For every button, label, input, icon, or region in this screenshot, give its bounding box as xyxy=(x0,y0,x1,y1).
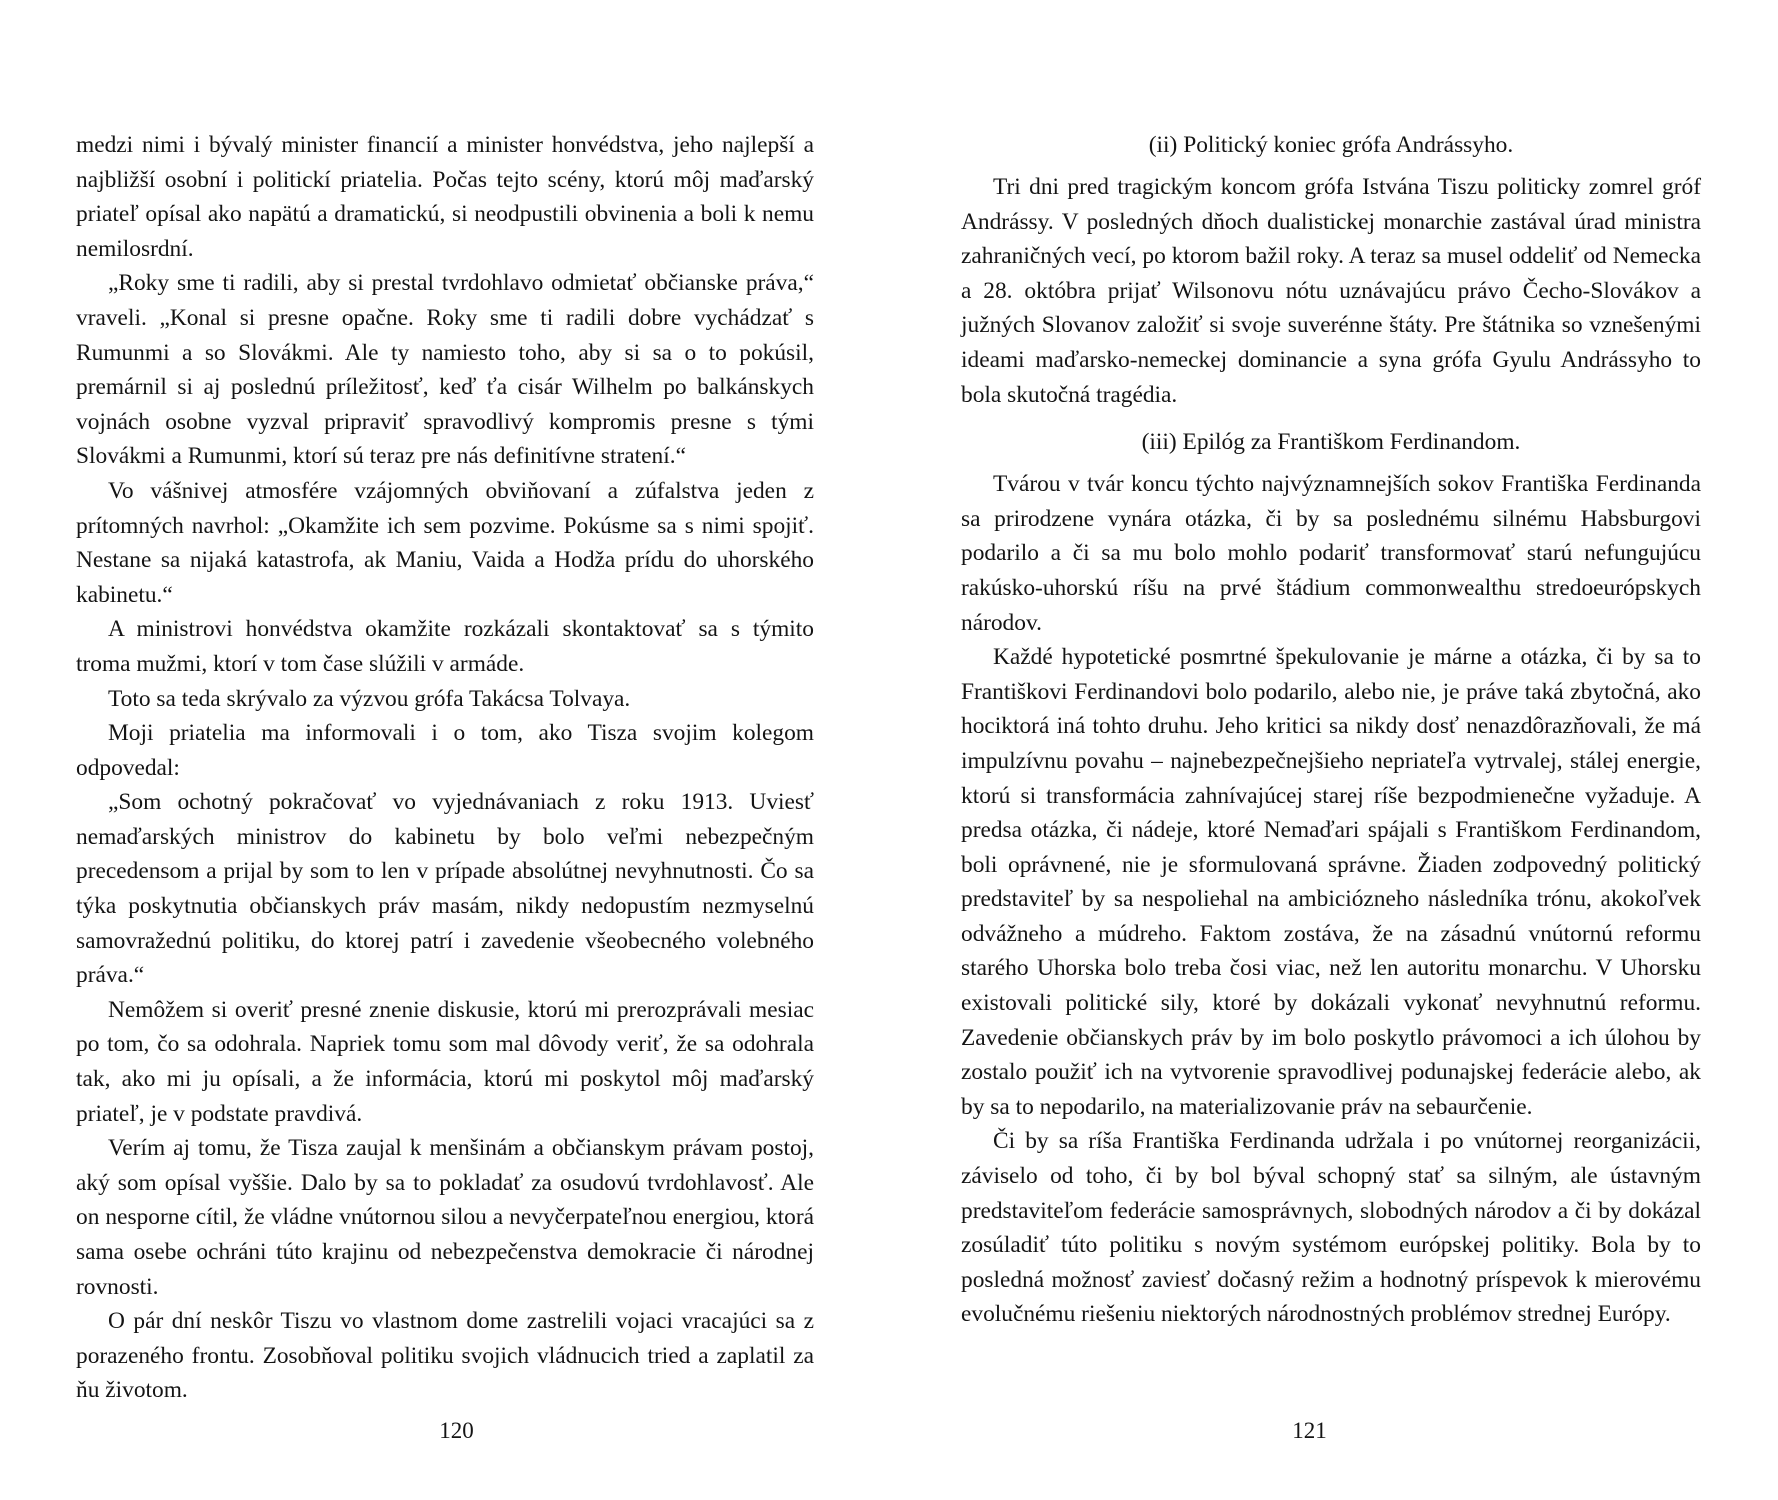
paragraph: „Roky sme ti radili, aby si prestal tvrdohlavo odmietať občianske práva,“ vraveli. „Konal si presne opačne. Roky sme ti radili dobre vychádzať s Rumunmi a so Slovákmi. Ale ty namiesto toho, aby si sa o to pokúsil, premárnil si aj poslednú príležitosť, keď ťa cisár Wilhelm po balkánskych vojnách osobne vyzval pripraviť spravodlivý kompromis presne s tými Slovákmi a Rumunmi, ktorí sú teraz pre nás definitívne stratení.“ xyxy=(76,270,814,470)
paragraph: Moji priatelia ma informovali i o tom, ako Tisza svojim kolegom odpovedal: xyxy=(76,720,814,781)
page-number: 120 xyxy=(439,1418,474,1443)
left-page-text xyxy=(76,128,814,1408)
paragraph: „Som ochotný pokračovať vo vyjednávaniach z roku 1913. Uviesť nemaďarských ministrov do kabinetu by bolo veľmi nebezpečným precedensom a prijal by som to len v prípade absolútnej nevyhnutnosti. Čo sa týka poskytnutia občianskych práv masám, nikdy nedopustím nezmyselnú samovražednú politiku, do ktorej patrí i zavedenie všeobecného volebného práva.“ xyxy=(76,789,814,989)
paragraph: Tri dni pred tragickým koncom grófa Istvána Tiszu politicky zomrel gróf Andrássy. V posledných dňoch dualistickej monarchie zastával úrad ministra zahraničných vecí, po ktorom bažil roky. A teraz sa musel oddeliť od Nemecka a 28. októbra prijať Wilsonovu nótu uznávajúcu právo Čecho-Slovákov a južných Slovanov založiť si svoje suverénne štáty. Pre štátnika so vznešenými ideami maďarsko-nemeckej dominancie a syna grófa Gyulu Andrássyho to bola skutočná tragédia. xyxy=(961,174,1701,408)
section-heading: (iii) Epilóg za Františkom Ferdinandom. xyxy=(1141,429,1521,456)
paragraph: A ministrovi honvédstva okamžite rozkázali skontaktovať sa s týmito troma mužmi, ktorí v tom čase slúžili v armáde. xyxy=(76,616,814,677)
paragraph: Či by sa ríša Františka Ferdinanda udržala i po vnútornej reorganizácii, záviselo od toho, či by bol býval schopný stať sa silným, ale ústavným predstaviteľom federácie samosprávnych, slobodných národov a či by dokázal zosúladiť túto politiku s novým systémom európskej politiky. Bola by to posledná možnosť zaviesť dočasný režim a hodnotný príspevok k mierovému evolučnému riešeniu niektorých národnostných problémov strednej Európy. xyxy=(961,1128,1701,1328)
paragraph: Vo vášnivej atmosfére vzájomných obviňovaní a zúfalstva jeden z prítomných navrhol: „Okamžite ich sem pozvime. Pokúsme sa s nimi spojiť. Nestane sa nijaká katastrofa, ak Maniu, Vaida a Hodža prídu do uhorského kabinetu.“ xyxy=(76,477,814,608)
page-number: 121 xyxy=(1292,1418,1327,1443)
paragraph: Každé hypotetické posmrtné špekulovanie je márne a otázka, či by sa to Františkovi Ferdinandovi bolo podarilo, alebo nie, je práve taká zbytočná, ako hociktorá iná tohto druhu. Jeho kritici sa nikdy dosť nenazdôrazňovali, že má impulzívnu povahu – najnebezpečnejšieho nepriateľa vytrvalej, stálej energie, ktorú si transformácia zahnívajúcej starej ríše bezpodmienečne vyžaduje. A predsa otázka, či nádeje, ktoré Nemaďari spájali s Františkom Ferdinandom, boli oprávnené, nie je sformulovaná správne. Žiaden zodpovedný politický predstaviteľ by sa nespoliehal na ambiciózneho následníka trónu, akokoľvek odvážneho a múdreho. Faktom zostáva, že na zásadnú vnútornú reformu starého Uhorska bolo treba čosi viac, než len autoritu monarchu. V Uhorsku existovali politické sily, ktoré by dokázali vykonať nevyhnutnú reformu. Zavedenie občianskych práv by im bolo poskytlo právomoci a ich úlohou by zostalo použiť ich na vytvorenie spravodlivej podunajskej federácie alebo, ak by sa to nepodarilo, na materializovanie práv na sebaurčenie. xyxy=(961,644,1701,1120)
paragraph: Nemôžem si overiť presné znenie diskusie, ktorú mi prerozprávali mesiac po tom, čo sa odohrala. Napriek tomu som mal dôvody veriť, že sa odohrala tak, ako mi ju opísali, a že informácia, ktorú mi poskytol môj maďarský priateľ, je v podstate pravdivá. xyxy=(76,996,814,1127)
section-heading: (ii) Politický koniec grófa Andrássyho. xyxy=(1148,132,1514,158)
paragraph: Verím aj tomu, že Tisza zaujal k menšinám a občianskym právam postoj, aký som opísal vyššie. Dalo by sa to pokladať za osudovú tvrdohlavosť. Ale on nesporne cítil, že vládne vnútornou silou a nevyčerpateľnou energiou, ktorá sama osebe ochráni túto krajinu od nebezpečenstva demokracie či národnej rovnosti. xyxy=(76,1135,814,1300)
paragraph: O pár dní neskôr Tiszu vo vlastnom dome zastrelili vojaci vracajúci sa z porazeného frontu. Zosobňoval politiku svojich vládnucich tried a zaplatil za ňu životom. xyxy=(76,1308,814,1404)
paragraph: Tvárou v tvár koncu týchto najvýznamnejších sokov Františka Ferdinanda sa prirodzene vynára otázka, či by sa poslednému silnému Habsburgovi podarilo a či sa mu bolo mohlo podariť transformovať starú nefungujúcu rakúsko-uhorskú ríšu na prvé štádium commonwealthu stredoeurópskych národov. xyxy=(961,471,1701,636)
right-page-text xyxy=(961,128,1701,1332)
right-page xyxy=(889,0,1778,1500)
paragraph: Toto sa teda skrývalo za výzvou grófa Takácsa Tolvaya. xyxy=(108,685,631,712)
paragraph: medzi nimi i bývalý minister financií a minister honvédstva, jeho najlepší a najbližší osobní i politickí priatelia. Počas tejto scény, ktorú môj maďarský priateľ opísal ako napätú a dramatickú, si neodpustili obvinenia a boli k nemu nemilosrdní. xyxy=(76,132,814,262)
